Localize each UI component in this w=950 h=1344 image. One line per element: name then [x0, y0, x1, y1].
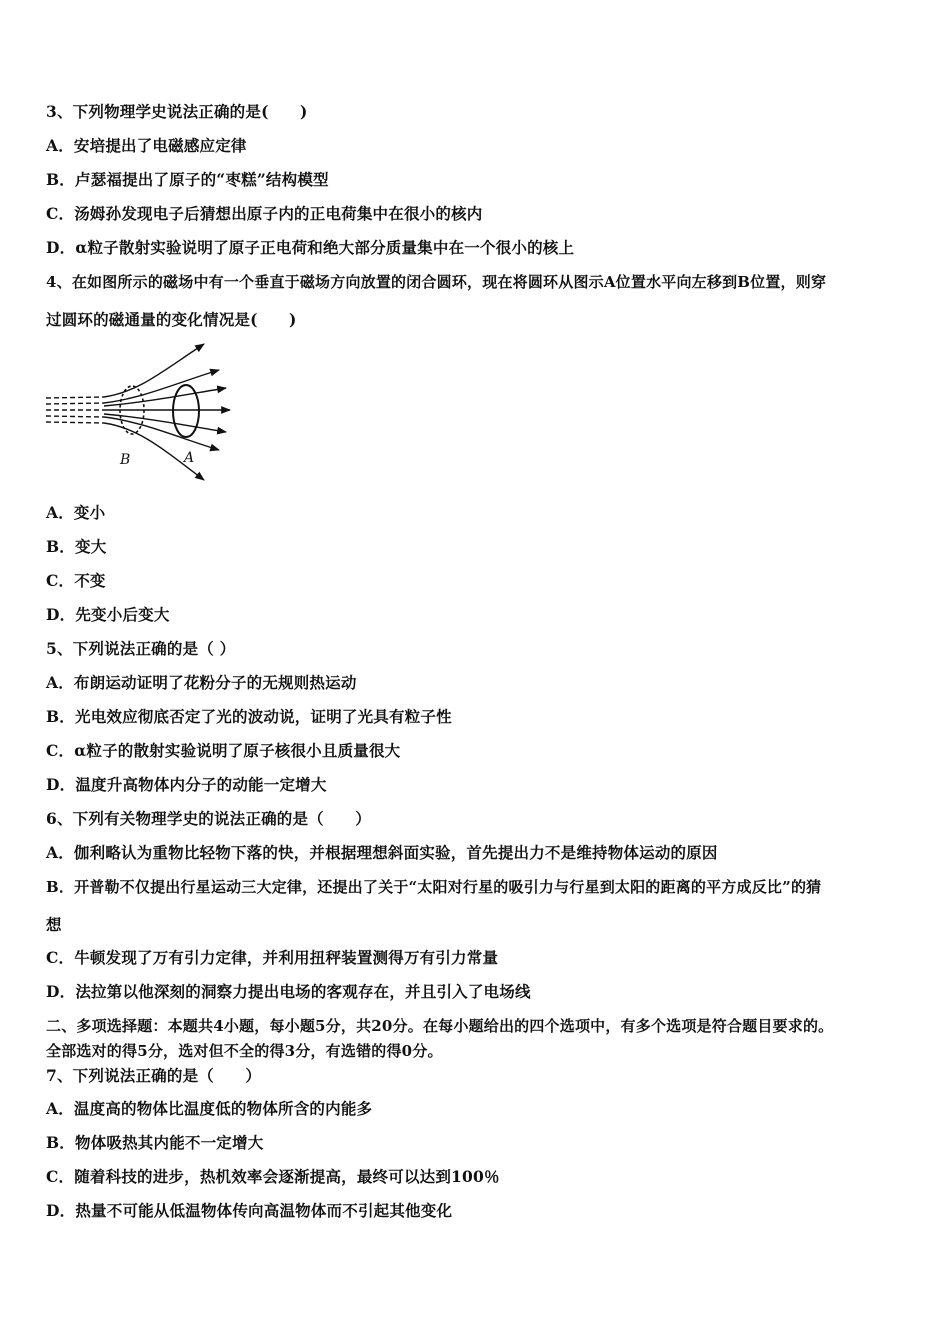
- section2-instructions-line1: 二、多项选择题：本题共4小题，每小题5分，共20分。在每小题给出的四个选项中，有多个选项是符合题目要求的。: [46, 1017, 834, 1035]
- q6-option-d: D．法拉第以他深刻的洞察力提出电场的客观存在，并且引入了电场线: [46, 982, 531, 1001]
- q7-option-c: C．随着科技的进步，热机效率会逐渐提高，最终可以达到100％: [46, 1167, 500, 1186]
- figure-label-a: A: [184, 450, 195, 466]
- q4-stem-line2: 过圆环的磁通量的变化情况是( ): [46, 310, 297, 329]
- q4-option-c: C．不变: [46, 571, 106, 590]
- q5-option-b: B．光电效应彻底否定了光的波动说，证明了光具有粒子性: [46, 707, 452, 726]
- q6-option-b-line1: B．开普勒不仅提出行星运动三大定律，还提出了关于“太阳对行星的吸引力与行星到太阳的距离的平方成反比”的猜: [46, 878, 822, 896]
- q4-stem-line1: 4、在如图所示的磁场中有一个垂直于磁场方向放置的闭合圆环，现在将圆环从图示A位置水平向左移到B位置，则穿: [46, 273, 827, 291]
- q6-stem: 6、下列有关物理学史的说法正确的是（ ）: [46, 809, 371, 828]
- q7-option-a: A．温度高的物体比温度低的物体所含的内能多: [46, 1099, 373, 1118]
- q7-stem: 7、下列说法正确的是（ ）: [46, 1066, 262, 1085]
- q3-option-c: C．汤姆孙发现电子后猜想出原子内的正电荷集中在很小的核内: [46, 204, 483, 223]
- q7-option-b: B．物体吸热其内能不一定增大: [46, 1133, 264, 1152]
- magnetic-field-figure: [44, 340, 234, 488]
- q3-option-b: B．卢瑟福提出了原子的“枣糕”结构模型: [46, 170, 329, 189]
- q6-option-b-line2: 想: [46, 915, 62, 934]
- q6-option-a: A．伽利略认为重物比轻物下落的快，并根据理想斜面实验，首先提出力不是维持物体运动的原因: [46, 843, 718, 862]
- q3-option-a: A．安培提出了电磁感应定律: [46, 136, 247, 155]
- q5-option-a: A．布朗运动证明了花粉分子的无规则热运动: [46, 673, 357, 692]
- q3-option-d: D．α粒子散射实验说明了原子正电荷和绝大部分质量集中在一个很小的核上: [46, 238, 575, 257]
- section2-instructions-line2: 全部选对的得5分，选对但不全的得3分，有选错的得0分。: [46, 1042, 443, 1060]
- figure-label-b: B: [120, 452, 131, 468]
- q4-option-d: D．先变小后变大: [46, 605, 170, 624]
- q4-option-a: A．变小: [46, 503, 106, 522]
- q5-option-c: C．α粒子的散射实验说明了原子核很小且质量很大: [46, 741, 401, 760]
- q5-stem: 5、下列说法正确的是（ ）: [46, 639, 236, 658]
- q7-option-d: D．热量不可能从低温物体传向高温物体而不引起其他变化: [46, 1201, 453, 1220]
- q5-option-d: D．温度升高物体内分子的动能一定增大: [46, 775, 327, 794]
- q4-option-b: B．变大: [46, 537, 107, 556]
- q6-option-c: C．牛顿发现了万有引力定律，并利用扭秤装置测得万有引力常量: [46, 948, 499, 967]
- q3-stem: 3、下列物理学史说法正确的是( ): [46, 102, 308, 121]
